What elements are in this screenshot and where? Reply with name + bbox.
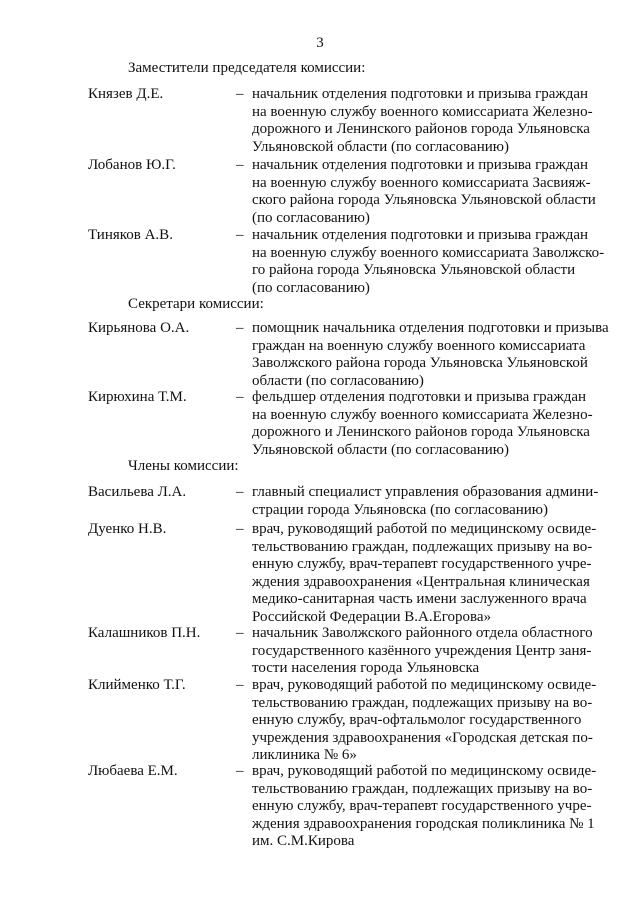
dash-separator: – xyxy=(236,227,244,243)
member-role: помощник начальника отделения подготовки и призыва граждан на военную службу военного комиссариата Заволжского района города Ульяновска Ульяновской области (по согласованию) xyxy=(252,320,609,389)
member-role: врач, руководящий работой по медицинскому освиде- тельствованию граждан, подлежащих призыву на во- енную службу, врач-терапевт государственного учре- ждения здравоохранения городская поликлиника № 1 им. С.М.Кирова xyxy=(252,763,597,849)
member-name: Лобанов Ю.Г. xyxy=(88,157,176,173)
dash-separator: – xyxy=(236,763,244,779)
dash-separator: – xyxy=(236,389,244,405)
section-title-deputies: Заместители председателя комиссии: xyxy=(128,60,366,76)
dash-separator: – xyxy=(236,86,244,102)
member-name: Любаева Е.М. xyxy=(88,763,178,779)
member-name: Кирьянова О.А. xyxy=(88,320,190,336)
member-role: главный специалист управления образования админи- страции города Ульяновска (по согласованию) xyxy=(252,484,599,518)
member-role: начальник Заволжского районного отдела областного государственного казённого учреждения Центр заня- тости населения города Ульяновска xyxy=(252,625,593,676)
member-role: фельдшер отделения подготовки и призыва граждан на военную службу военного комиссариата Железно- дорожного и Ленинского районов города Ульяновска Ульяновской области (по согласованию) xyxy=(252,389,593,458)
member-name: Дуенко Н.В. xyxy=(88,521,167,537)
member-role: врач, руководящий работой по медицинскому освиде- тельствованию граждан, подлежащих призыву на во- енную службу, врач-терапевт государственного учре- ждения здравоохранения «Центральная клиническая медико-санитарная часть имени заслуженного врача Российской Федерации В.А.Егорова» xyxy=(252,521,597,625)
member-name: Васильева Л.А. xyxy=(88,484,187,500)
dash-separator: – xyxy=(236,521,244,537)
member-role: врач, руководящий работой по медицинскому освиде- тельствованию граждан, подлежащих призыву на во- енную службу, врач-офтальмолог государственного учреждения здравоохранения «Городская детская по- ликлиника № 6» xyxy=(252,677,597,763)
member-name: Калашников П.Н. xyxy=(88,625,201,641)
dash-separator: – xyxy=(236,157,244,173)
page-number: 3 xyxy=(316,35,324,51)
section-title-members: Члены комиссии: xyxy=(128,458,239,474)
dash-separator: – xyxy=(236,625,244,641)
member-name: Кирюхина Т.М. xyxy=(88,389,187,405)
section-title-secretaries: Секретари комиссии: xyxy=(128,296,264,312)
member-role: начальник отделения подготовки и призыва граждан на военную службу военного комиссариата Железно- дорожного и Ленинского районов города Ульяновска Ульяновской области (по согласованию) xyxy=(252,86,593,155)
member-name: Тиняков А.В. xyxy=(88,227,173,243)
dash-separator: – xyxy=(236,484,244,500)
dash-separator: – xyxy=(236,320,244,336)
member-name: Князев Д.Е. xyxy=(88,86,164,102)
member-role: начальник отделения подготовки и призыва граждан на военную службу военного комиссариата Засвияж- ского района города Ульяновска Ульяновской области (по согласованию) xyxy=(252,157,596,226)
dash-separator: – xyxy=(236,677,244,693)
member-role: начальник отделения подготовки и призыва граждан на военную службу военного комиссариата Заволжско- го района города Ульяновска Ульяновской области (по согласованию) xyxy=(252,227,605,296)
member-name: Клийменко Т.Г. xyxy=(88,677,186,693)
